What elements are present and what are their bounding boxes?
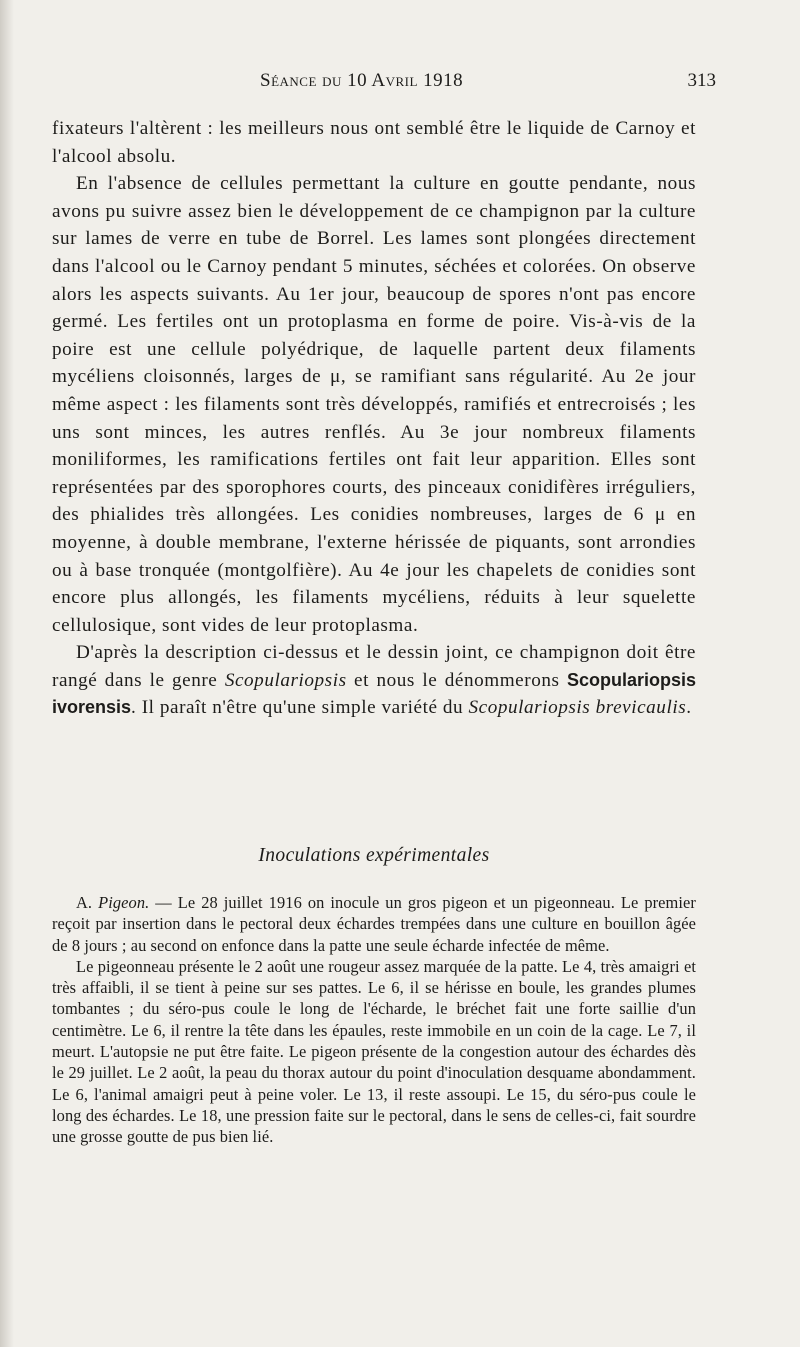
paragraph-3-part-c: . Il paraît n'être qu'une simple variété du [131,697,469,719]
paragraph-2: En l'absence de cellules permettant la culture en goutte pendante, nous avons pu suivre assez bien le développement de ce champignon par la culture sur lames de verre en tube de Borrel. Les lames sont plongées directement dans l'alcool ou le Carnoy pendant 5 minutes, séchées et colorées. On observe alors les aspects suivants. Au 1er jour, beaucoup de spores n'ont pas encore germé. Les fertiles ont un protoplasma en forme de poire. Vis-à-vis de la poire est une cellule polyédrique, de laquelle partent deux filaments mycéliens cloisonnés, larges de μ, se ramifiant sans régularité. Au 2e jour même aspect : les filaments sont très développés, ramifiés et entrecroisés ; les uns sont minces, les autres renflés. Au 3e jour nombreux filaments moniliformes, les ramifications fertiles ont fait leur apparition. Elles sont représentées par des sporophores courts, des pinceaux conidifères irréguliers, des phialides très allongées. Les conidies nombreuses, larges de 6 μ en moyenne, à double membrane, l'externe hérissée de piquants, sont arrondies ou à base tronquée (montgolfière). Au 4e jour les chapelets de conidies sont encore plus allongés, les filaments mycéliens, réduits à leur squelette cellulosique, sont vides de leur protoplasma. [52,173,696,636]
page-edge [0,0,14,1347]
page-number: 313 [687,70,716,91]
species-name: Scopulariopsis ivorensis [52,669,696,718]
running-head: Séance du 10 Avril 1918 [260,70,464,91]
small-paragraph-1-text: — Le 28 juillet 1916 on inocule un gros pigeon et un pigeonneau. Le premier reçoit par insertion dans le pectoral deux échardes trempées dans une culture en bouillon âgée de 8 jours ; au second on enfonce dans la patte une seule écharde infectée de même. [52,893,696,955]
paragraph-3 [52,639,696,722]
inoculation-text [52,892,696,1148]
genus-name: Scopulariopsis [224,669,347,691]
small-paragraph-1 [52,892,696,956]
pigeon-heading: Pigeon. [98,893,150,912]
page-header [52,70,716,100]
paragraph-1: fixateurs l'altèrent : les meilleurs nous ont semblé être le liquide de Carnoy et l'alcool absolu. [52,118,696,167]
paragraph-3-part-b: et nous le dénommerons [346,669,567,691]
reference-species: Scopulariopsis brevicaulis [468,697,687,719]
section-label: A. [76,893,99,912]
paragraph-3-part-d: . [686,697,692,719]
section-title: Inoculations expérimentales [258,845,490,866]
main-text [52,115,696,722]
paragraph-3-part-a: D'après la description ci-dessus et le dessin joint, ce champignon doit être rangé dans le genre [52,642,696,691]
small-paragraph-2: Le pigeonneau présente le 2 août une rougeur assez marquée de la patte. Le 4, très amaigri et très affaibli, il se tient à peine sur ses pattes. Le 6, il se hérisse en boule, les grandes plumes tombantes ; du séro-pus coule le long de l'écharde, le bréchet fait une forte saillie d'un centimètre. Le 6, il rentre la tête dans les épaules, reste immobile en un coin de la cage. Le 7, il meurt. L'autopsie ne put être faite. Le pigeon présente de la congestion autour des échardes dès le 29 juillet. Le 2 août, la peau du thorax autour du point d'inoculation desquame abondamment. Le 6, l'animal amaigri peut à peine voler. Le 13, il reste assoupi. Le 15, du séro-pus coule le long des échardes. Le 18, une pression faite sur le pectoral, dans le sens de celles-ci, fait sourdre une grosse goutte de pus bien lié. [52,956,696,1147]
